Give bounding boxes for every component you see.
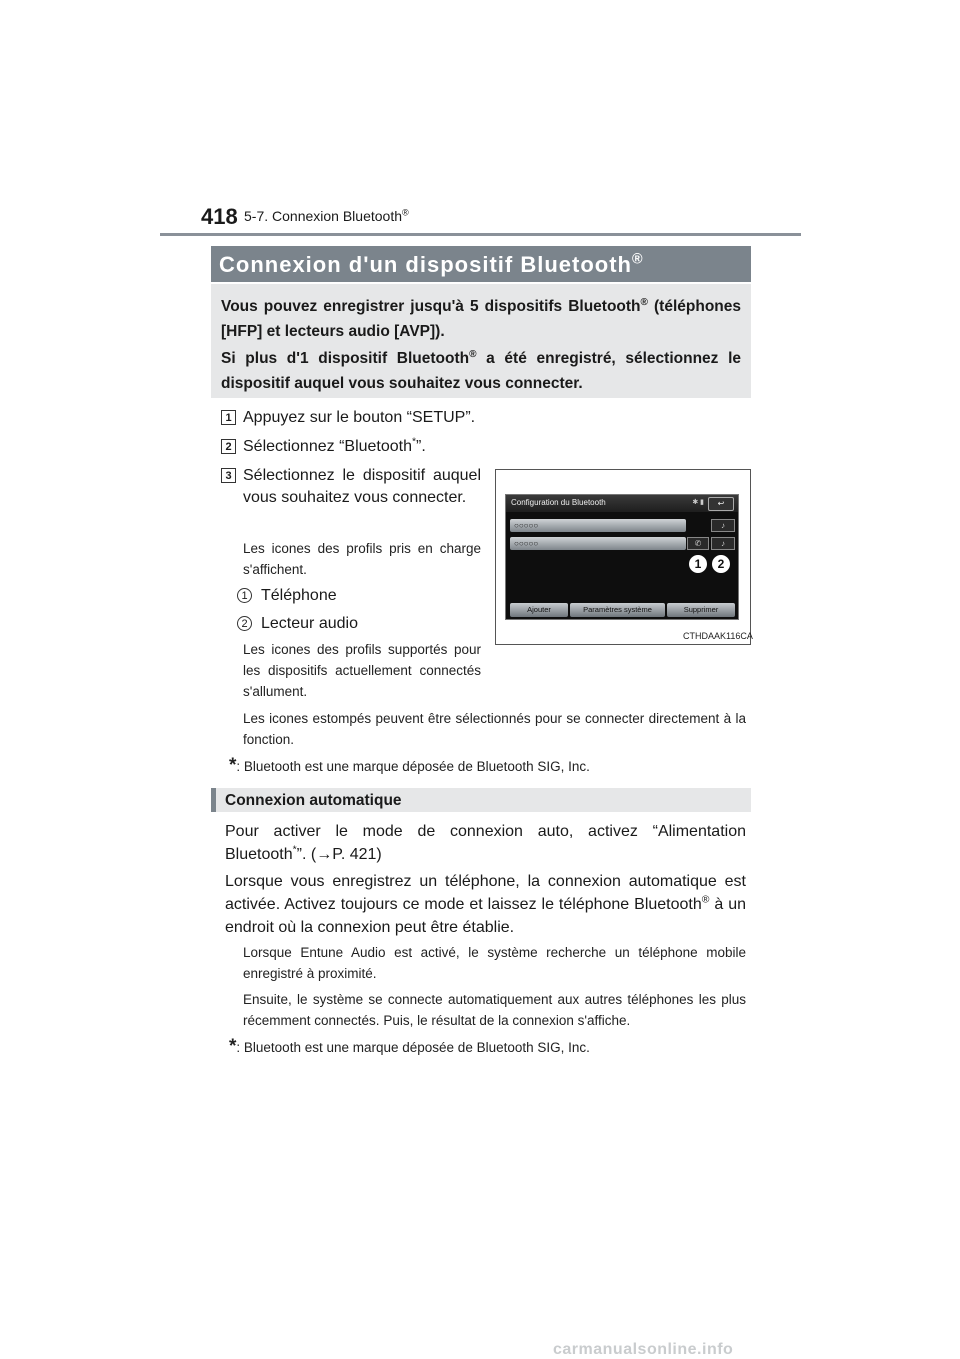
intro-text: Si plus d'1 dispositif Bluetooth <box>221 350 470 367</box>
intro-box <box>211 284 751 398</box>
screen-title: Configuration du Bluetooth <box>511 498 606 507</box>
chapter-header <box>244 208 409 224</box>
device-list-item-1[interactable]: ○○○○○ <box>510 519 686 532</box>
auto-note-2: Ensuite, le système se connecte automatiquement aux autres téléphones les plus récemment connectés. Puis, le résultat de la connexion s'affiche. <box>243 992 746 1028</box>
footnote-1-text: : Bluetooth est une marque déposée de Bluetooth SIG, Inc. <box>236 759 590 774</box>
figure-caption: CTHDAAK116CA <box>683 631 753 641</box>
asterisk-mark: * <box>412 436 417 448</box>
step-1-text: Appuyez sur le bouton “SETUP”. <box>243 409 476 426</box>
registered-mark: ® <box>701 894 710 906</box>
step-number-1: 1 <box>221 410 236 425</box>
profile-audio-label: Lecteur audio <box>261 615 358 632</box>
watermark-site: carmanualsonline.info <box>553 1341 734 1358</box>
intro-paragraph-2 <box>221 346 741 396</box>
asterisk-mark: * <box>292 844 297 856</box>
system-settings-button[interactable]: Paramètres système <box>570 603 665 617</box>
auto-paragraph-1-text-a: Pour activer le mode de connexion auto, activez “Alimentation Bluetooth <box>225 823 746 863</box>
auto-paragraph-1-text-b: ”. (→P. 421) <box>296 846 382 863</box>
profile-phone-label: Téléphone <box>261 587 337 604</box>
auto-note-1: Lorsque Entune Audio est activé, le système recherche un téléphone mobile enregistré à proximité. <box>243 945 746 981</box>
callout-1: 1 <box>689 555 707 573</box>
callout-number-2: 2 <box>237 616 252 631</box>
footnote-2-text: : Bluetooth est une marque déposée de Bluetooth SIG, Inc. <box>236 1040 590 1055</box>
intro-text: a été enregistré, sélectionnez le dispositif auquel vous souhaitez vous connecter. <box>221 350 741 392</box>
step-2-text <box>243 436 426 458</box>
auto-paragraph-2 <box>225 870 746 939</box>
footnote-1 <box>229 755 590 777</box>
intro-paragraph-1 <box>221 294 741 344</box>
auto-paragraph-2-text-a: Lorsque vous enregistrez un téléphone, la connexion automatique est activée. Activez toujours ce mode et laissez le téléphone Bluetooth <box>225 873 746 913</box>
callout-2: 2 <box>712 555 730 573</box>
phone-icon[interactable]: ✆ <box>687 537 709 550</box>
auto-paragraph-2-text-b: à un endroit où la connexion peut être établie. <box>225 896 747 936</box>
callout-number-1: 1 <box>237 588 252 603</box>
page-number: 418 <box>201 204 238 229</box>
delete-button[interactable]: Supprimer <box>667 603 735 617</box>
asterisk-mark: * <box>229 755 237 776</box>
header-rule <box>160 233 801 236</box>
bluetooth-signal-icon: ✱ ▮ <box>692 499 704 506</box>
step-2-text-a: Sélectionnez “Bluetooth <box>243 438 412 455</box>
chapter-title: 5-7. Connexion Bluetooth <box>244 208 402 224</box>
bluetooth-setup-screen <box>505 494 739 620</box>
step-3-note-3: Les icones estompés peuvent être sélectionnés pour se connecter directement à la fonction. <box>243 711 746 747</box>
subsection-title: Connexion automatique <box>211 788 751 812</box>
step-3-note-1: Les icones des profils pris en charge s'affichent. <box>243 541 481 577</box>
step-3-text: Sélectionnez le dispositif auquel vous souhaitez vous connecter. <box>243 467 481 506</box>
step-2-text-b: ”. <box>416 438 426 455</box>
audio-player-icon[interactable]: ♪ <box>711 537 735 550</box>
section-title-text: Connexion d'un dispositif Bluetooth <box>219 252 632 277</box>
footnote-2 <box>229 1036 590 1058</box>
registered-mark: ® <box>402 207 409 218</box>
add-button[interactable]: Ajouter <box>510 603 568 617</box>
device-list-item-2[interactable]: ○○○○○ <box>510 537 686 550</box>
auto-paragraph-1 <box>225 820 746 866</box>
registered-mark: ® <box>640 296 648 308</box>
step-number-3: 3 <box>221 468 236 483</box>
intro-text: Vous pouvez enregistrer jusqu'à 5 dispositifs Bluetooth <box>221 298 641 315</box>
step-3-note-2: Les icones des profils supportés pour les dispositifs actuellement connectés s'allument. <box>243 642 481 699</box>
intro-text: (téléphones [HFP] et lecteurs audio [AVP]). <box>221 298 741 340</box>
asterisk-mark: * <box>229 1036 237 1057</box>
audio-player-icon[interactable]: ♪ <box>711 519 735 532</box>
section-title <box>211 246 751 282</box>
step-number-2: 2 <box>221 439 236 454</box>
registered-mark: ® <box>631 251 644 268</box>
back-arrow-icon[interactable]: ↩ <box>708 497 734 511</box>
registered-mark: ® <box>469 348 477 360</box>
